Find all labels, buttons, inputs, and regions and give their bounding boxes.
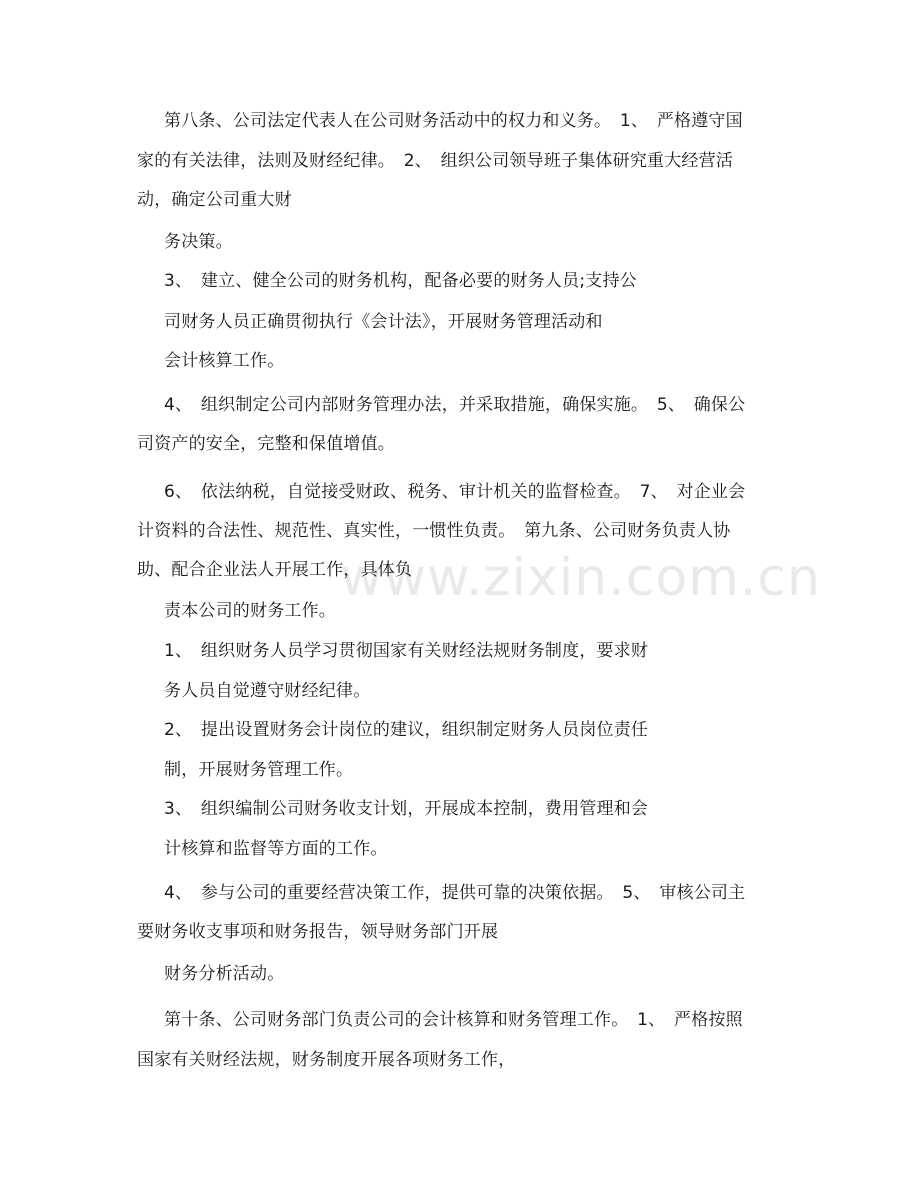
watermark: www.zixin.com.cn — [340, 548, 821, 608]
text-line: 国家有关财经法规，财务制度开展各项财务工作， — [137, 1050, 516, 1070]
text-line: 务人员自觉遵守财经纪律。 — [164, 681, 371, 701]
text-line: 会计核算工作。 — [164, 351, 285, 371]
text-line: 家的有关法律，法则及财经纪律。 2、 组织公司领导班子集体研究重大经营活 — [137, 151, 734, 171]
text-line: 第十条、公司财务部门负责公司的会计核算和财务管理工作。 1、 严格按照 — [164, 1010, 743, 1030]
text-line: 动，确定公司重大财 — [137, 190, 292, 210]
text-line: 财务分析活动。 — [164, 964, 285, 984]
text-line: 4、 组织制定公司内部财务管理办法，并采取措施，确保实施。 5、 确保公 — [164, 395, 746, 415]
text-line: 第八条、公司法定代表人在公司财务活动中的权力和义务。 1、 严格遵守国 — [164, 111, 743, 131]
text-line: 司财务人员正确贯彻执行《会计法》，开展财务管理活动和 — [164, 312, 603, 332]
text-line: 务决策。 — [164, 232, 233, 252]
text-line: 1、 组织财务人员学习贯彻国家有关财经法规财务制度，要求财 — [164, 641, 649, 661]
text-line: 计资料的合法性、规范性、真实性，一惯性负责。 第九条、公司财务负责人协 — [137, 521, 731, 541]
text-line: 3、 建立、健全公司的财务机构，配备必要的财务人员;支持公 — [164, 271, 637, 291]
text-line: 3、 组织编制公司财务收支计划，开展成本控制，费用管理和会 — [164, 799, 649, 819]
text-line: 2、 提出设置财务会计岗位的建议，组织制定财务人员岗位责任 — [164, 720, 649, 740]
text-line: 4、 参与公司的重要经营决策工作，提供可靠的决策依据。 5、 审核公司主 — [164, 883, 746, 903]
text-line: 助、配合企业法人开展工作，具体负 — [137, 560, 413, 580]
text-line: 司资产的安全，完整和保值增值。 — [137, 434, 395, 454]
text-line: 计核算和监督等方面的工作。 — [164, 839, 388, 859]
text-line: 要财务收支事项和财务报告，领导财务部门开展 — [137, 922, 499, 942]
text-line: 责本公司的财务工作。 — [164, 601, 336, 621]
text-line: 6、 依法纳税，自觉接受财政、税务、审计机关的监督检查。 7、 对企业会 — [164, 482, 746, 502]
text-line: 制，开展财务管理工作。 — [164, 760, 354, 780]
